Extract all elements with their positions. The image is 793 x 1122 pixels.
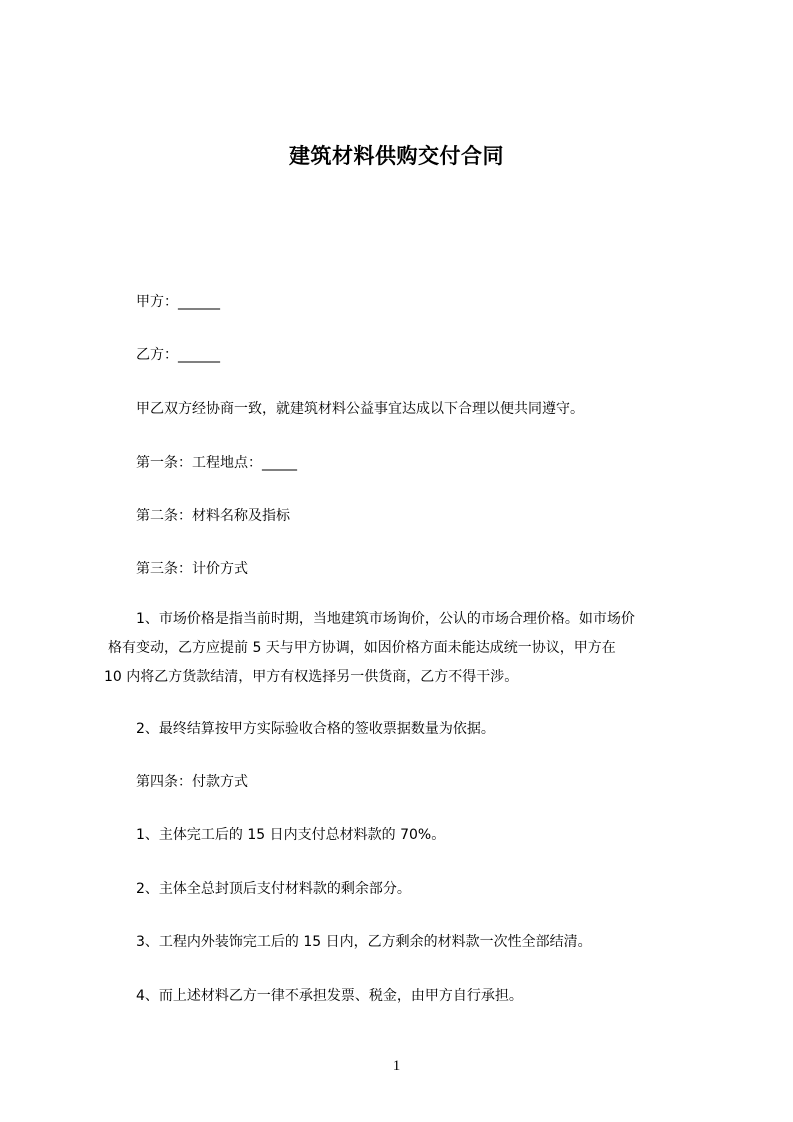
party-b-line: 乙方：______ <box>136 347 220 363</box>
article-4-item-4: 4、而上述材料乙方一律不承担发票、税金，由甲方自行承担。 <box>136 988 523 1004</box>
party-a-line: 甲方：______ <box>136 294 220 310</box>
article-3-item-1 <box>104 605 720 692</box>
article-3-item-2: 2、最终结算按甲方实际验收合格的签收票据数量为依据。 <box>136 721 495 737</box>
article-3-item-1-line-2: 格有变动，乙方应提前 5 天与甲方协调，如因价格方面未能达成统一协议，甲方在 <box>108 640 616 656</box>
article-4-item-3: 3、工程内外装饰完工后的 15 日内，乙方剩余的材料款一次性全部结清。 <box>136 934 592 950</box>
article-4-item-2: 2、主体全总封顶后支付材料款的剩余部分。 <box>136 881 411 897</box>
article-4-item-1: 1、主体完工后的 15 日内支付总材料款的 70%。 <box>136 827 446 843</box>
article-3-heading: 第三条：计价方式 <box>136 561 248 577</box>
article-3-item-1-line-3: 10 内将乙方货款结清，甲方有权选择另一供货商，乙方不得干涉。 <box>104 669 519 685</box>
article-4-heading: 第四条：付款方式 <box>136 774 248 790</box>
page-number: 1 <box>392 1058 401 1074</box>
article-1-heading: 第一条：工程地点：_____ <box>136 455 297 471</box>
article-3-item-1-line-1: 1、市场价格是指当前时期，当地建筑市场询价，公认的市场合理价格。如市场价 <box>136 611 635 627</box>
intro-paragraph: 甲乙双方经协商一致，就建筑材料公益事宜达成以下合理以便共同遵守。 <box>136 401 584 417</box>
document-title: 建筑材料供购交付合同 <box>289 144 504 168</box>
article-2-heading: 第二条：材料名称及指标 <box>136 508 290 524</box>
